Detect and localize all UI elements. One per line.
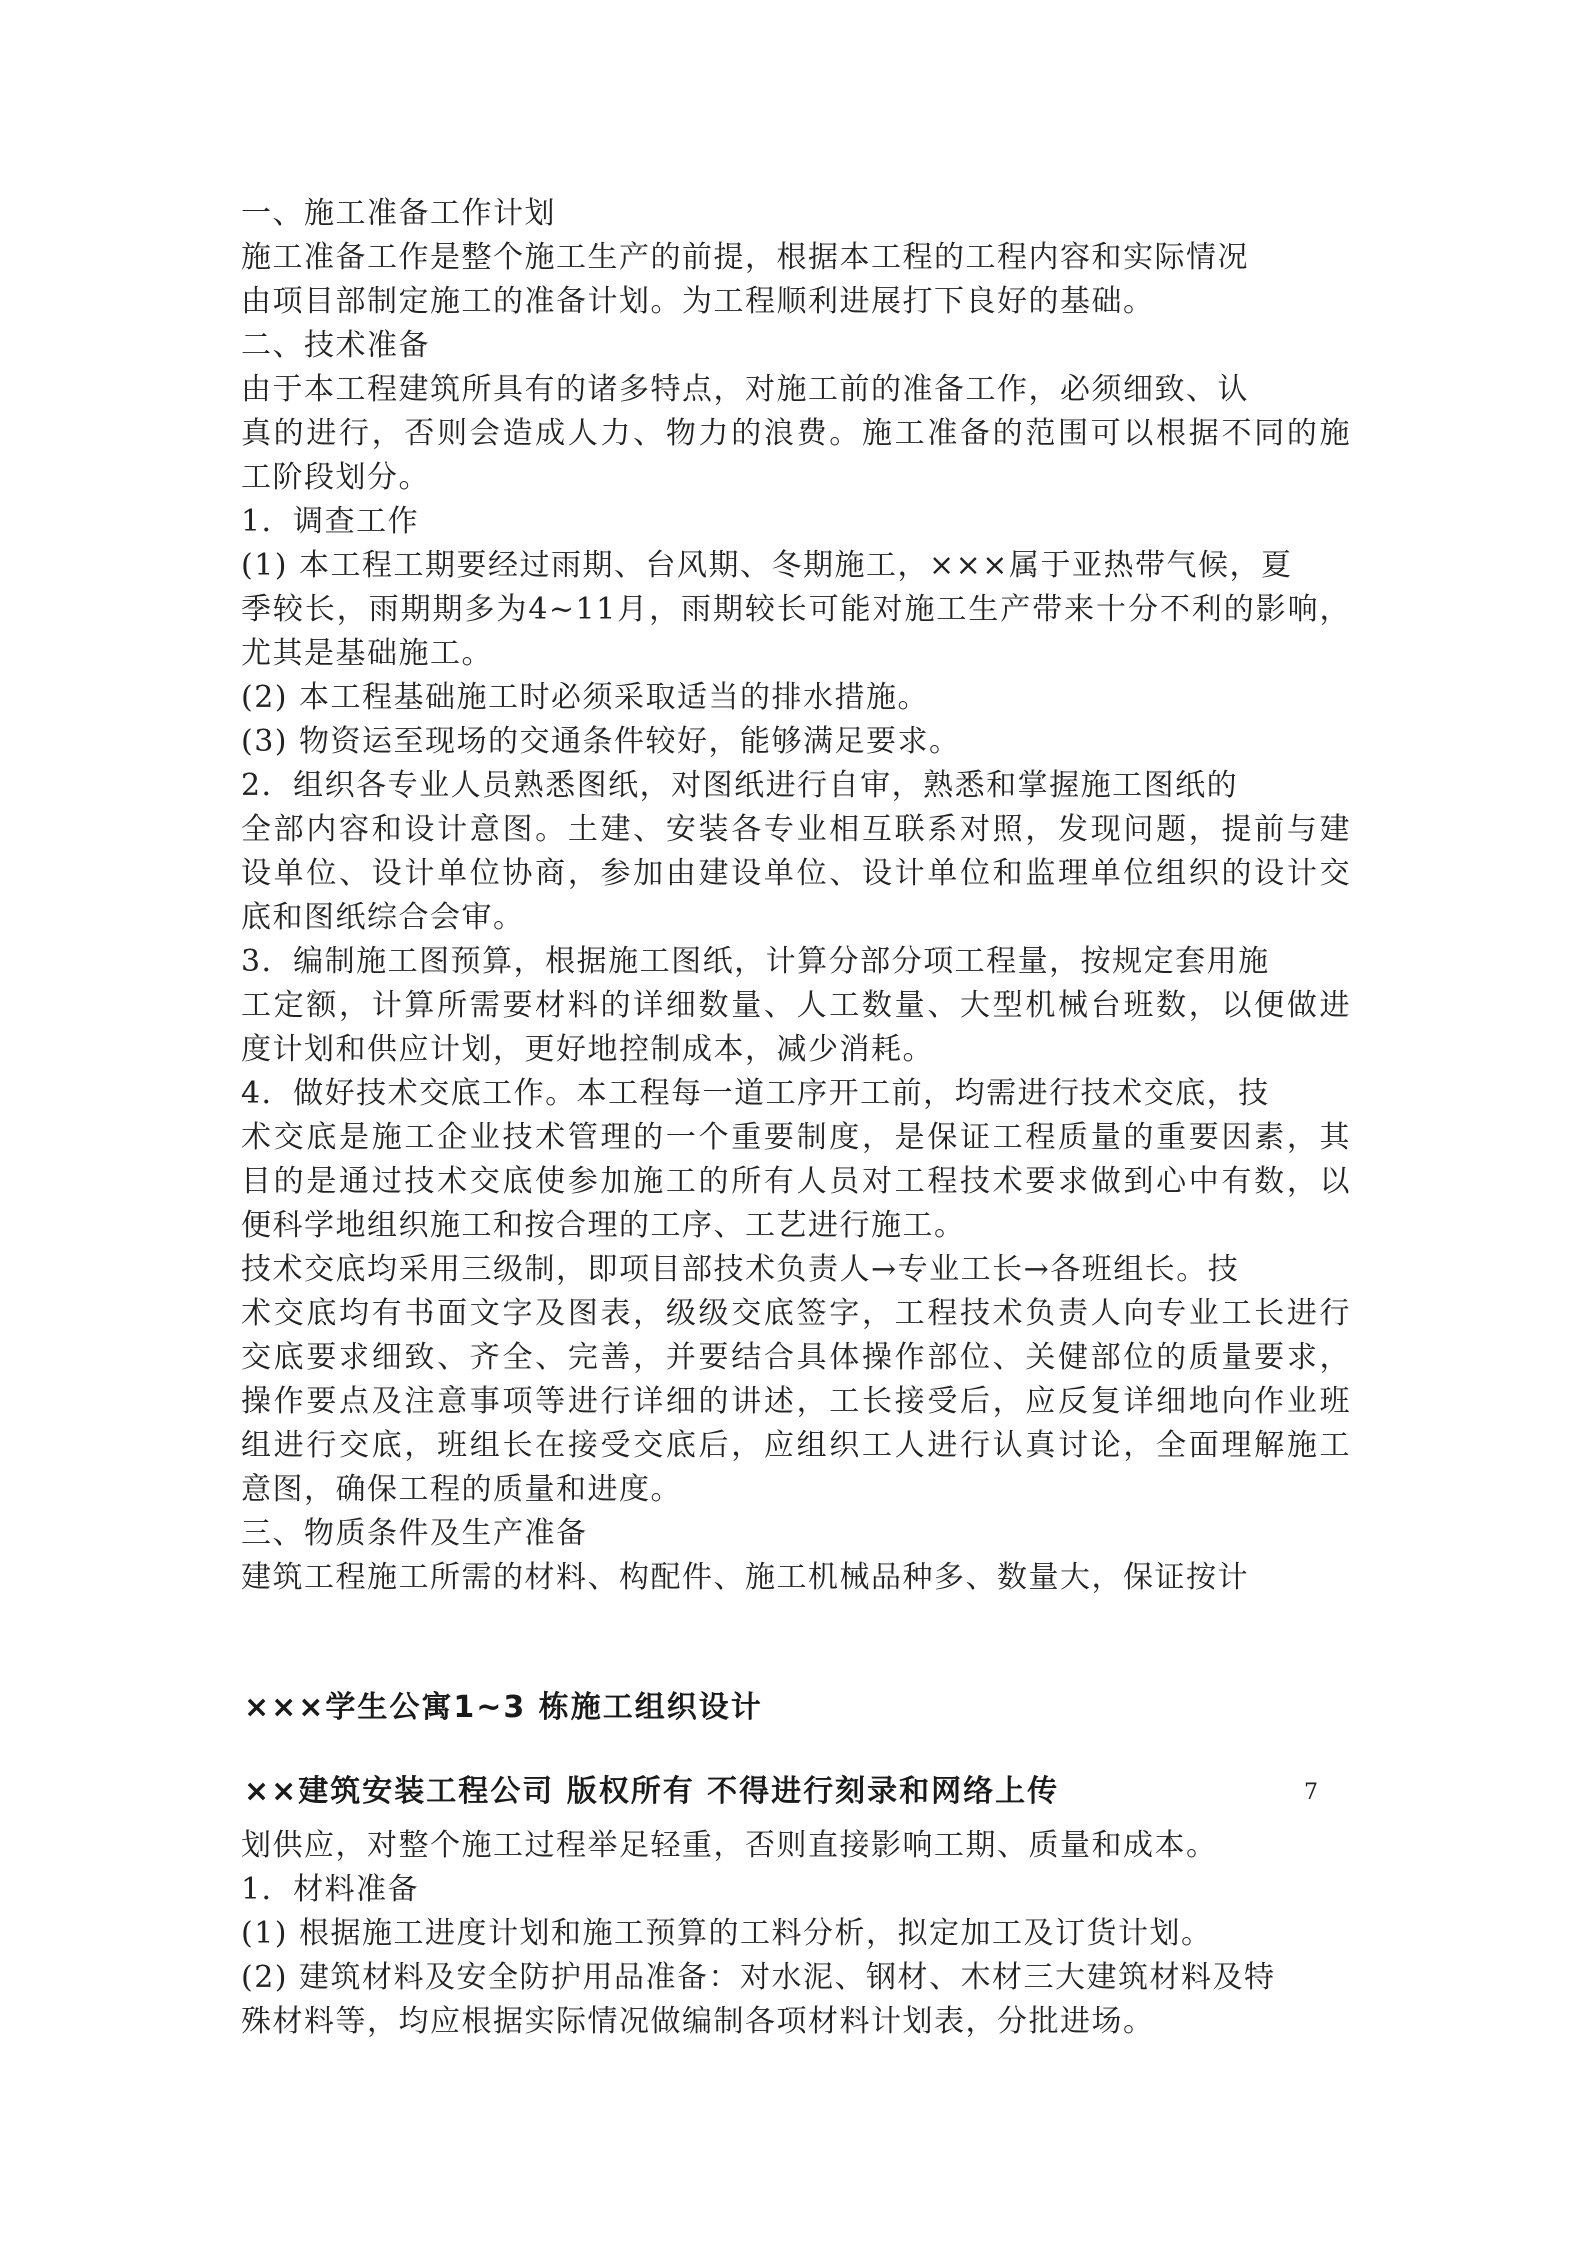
text-line: 尤其是基础施工。 bbox=[241, 636, 493, 671]
text-line: (2) 建筑材料及安全防护用品准备：对水泥、钢材、木材三大建筑材料及特 bbox=[241, 1960, 1276, 1995]
text-line: 意图，确保工程的质量和进度。 bbox=[241, 1472, 682, 1507]
text-line: 设单位、设计单位协商，参加由建设单位、设计单位和监理单位组织的设计交 bbox=[241, 856, 1351, 891]
text-line: 季较长，雨期期多为4~11月，雨期较长可能对施工生产带来十分不利的影响， bbox=[241, 592, 1351, 627]
text-line: 由项目部制定施工的准备计划。为工程顺利进展打下良好的基础。 bbox=[241, 284, 1155, 319]
body-text-top bbox=[241, 192, 1351, 1600]
text-line: 全部内容和设计意图。土建、安装各专业相互联系对照，发现问题，提前与建 bbox=[241, 812, 1351, 847]
text-line: (3) 物资运至现场的交通条件较好，能够满足要求。 bbox=[241, 724, 961, 759]
text-line: 殊材料等，均应根据实际情况做编制各项材料计划表，分批进场。 bbox=[241, 2004, 1155, 2039]
footer-document-title: ×××学生公寓1~3 栋施工组织设计 bbox=[244, 1690, 763, 1725]
section-heading: 一、施工准备工作计划 bbox=[241, 196, 556, 231]
text-line: 工阶段划分。 bbox=[241, 460, 430, 495]
subsection-heading: 1．材料准备 bbox=[241, 1872, 420, 1907]
text-line: 真的进行，否则会造成人力、物力的浪费。施工准备的范围可以根据不同的施 bbox=[241, 416, 1351, 451]
text-line: 2．组织各专业人员熟悉图纸，对图纸进行自审，熟悉和掌握施工图纸的 bbox=[241, 768, 1239, 803]
text-line: 划供应，对整个施工过程举足轻重，否则直接影响工期、质量和成本。 bbox=[241, 1828, 1218, 1863]
subsection-heading: 1．调查工作 bbox=[241, 504, 420, 539]
section-heading: 二、技术准备 bbox=[241, 328, 430, 363]
body-text-bottom bbox=[241, 1824, 1351, 2044]
text-line: 度计划和供应计划，更好地控制成本，减少消耗。 bbox=[241, 1032, 934, 1067]
footer-copyright: ××建筑安装工程公司 版权所有 不得进行刻录和网络上传 bbox=[244, 1774, 1060, 1809]
text-line: (1) 本工程工期要经过雨期、台风期、冬期施工，×××属于亚热带气候，夏 bbox=[241, 548, 1293, 583]
text-line: 术交底均有书面文字及图表，级级交底签字，工程技术负责人向专业工长进行 bbox=[241, 1296, 1351, 1331]
text-line: 操作要点及注意事项等进行详细的讲述，工长接受后，应反复详细地向作业班 bbox=[241, 1384, 1351, 1419]
text-line: 交底要求细致、齐全、完善，并要结合具体操作部位、关健部位的质量要求， bbox=[241, 1340, 1351, 1375]
text-line: 建筑工程施工所需的材料、构配件、施工机械品种多、数量大，保证按计 bbox=[241, 1560, 1249, 1595]
section-heading: 三、物质条件及生产准备 bbox=[241, 1516, 588, 1551]
text-line: 组进行交底，班组长在接受交底后，应组织工人进行认真讨论，全面理解施工 bbox=[241, 1428, 1351, 1463]
text-line: 底和图纸综合会审。 bbox=[241, 900, 525, 935]
text-line: 由于本工程建筑所具有的诸多特点，对施工前的准备工作，必须细致、认 bbox=[241, 372, 1249, 407]
text-line: (2) 本工程基础施工时必须采取适当的排水措施。 bbox=[241, 680, 930, 715]
text-line: 目的是通过技术交底使参加施工的所有人员对工程技术要求做到心中有数，以 bbox=[241, 1164, 1351, 1199]
text-line: 便科学地组织施工和按合理的工序、工艺进行施工。 bbox=[241, 1208, 966, 1243]
text-line: 工定额，计算所需要材料的详细数量、人工数量、大型机械台班数，以便做进 bbox=[241, 988, 1351, 1023]
page-number: 7 bbox=[1304, 1780, 1318, 1805]
text-line: 术交底是施工企业技术管理的一个重要制度，是保证工程质量的重要因素，其 bbox=[241, 1120, 1351, 1155]
text-line: (1) 根据施工进度计划和施工预算的工料分析，拟定加工及订货计划。 bbox=[241, 1916, 1213, 1951]
text-line: 4．做好技术交底工作。本工程每一道工序开工前，均需进行技术交底，技 bbox=[241, 1076, 1270, 1111]
text-line: 施工准备工作是整个施工生产的前提，根据本工程的工程内容和实际情况 bbox=[241, 240, 1249, 275]
text-line: 3．编制施工图预算，根据施工图纸，计算分部分项工程量，按规定套用施 bbox=[241, 944, 1270, 979]
text-line: 技术交底均采用三级制，即项目部技术负责人→专业工长→各班组长。技 bbox=[241, 1252, 1240, 1287]
